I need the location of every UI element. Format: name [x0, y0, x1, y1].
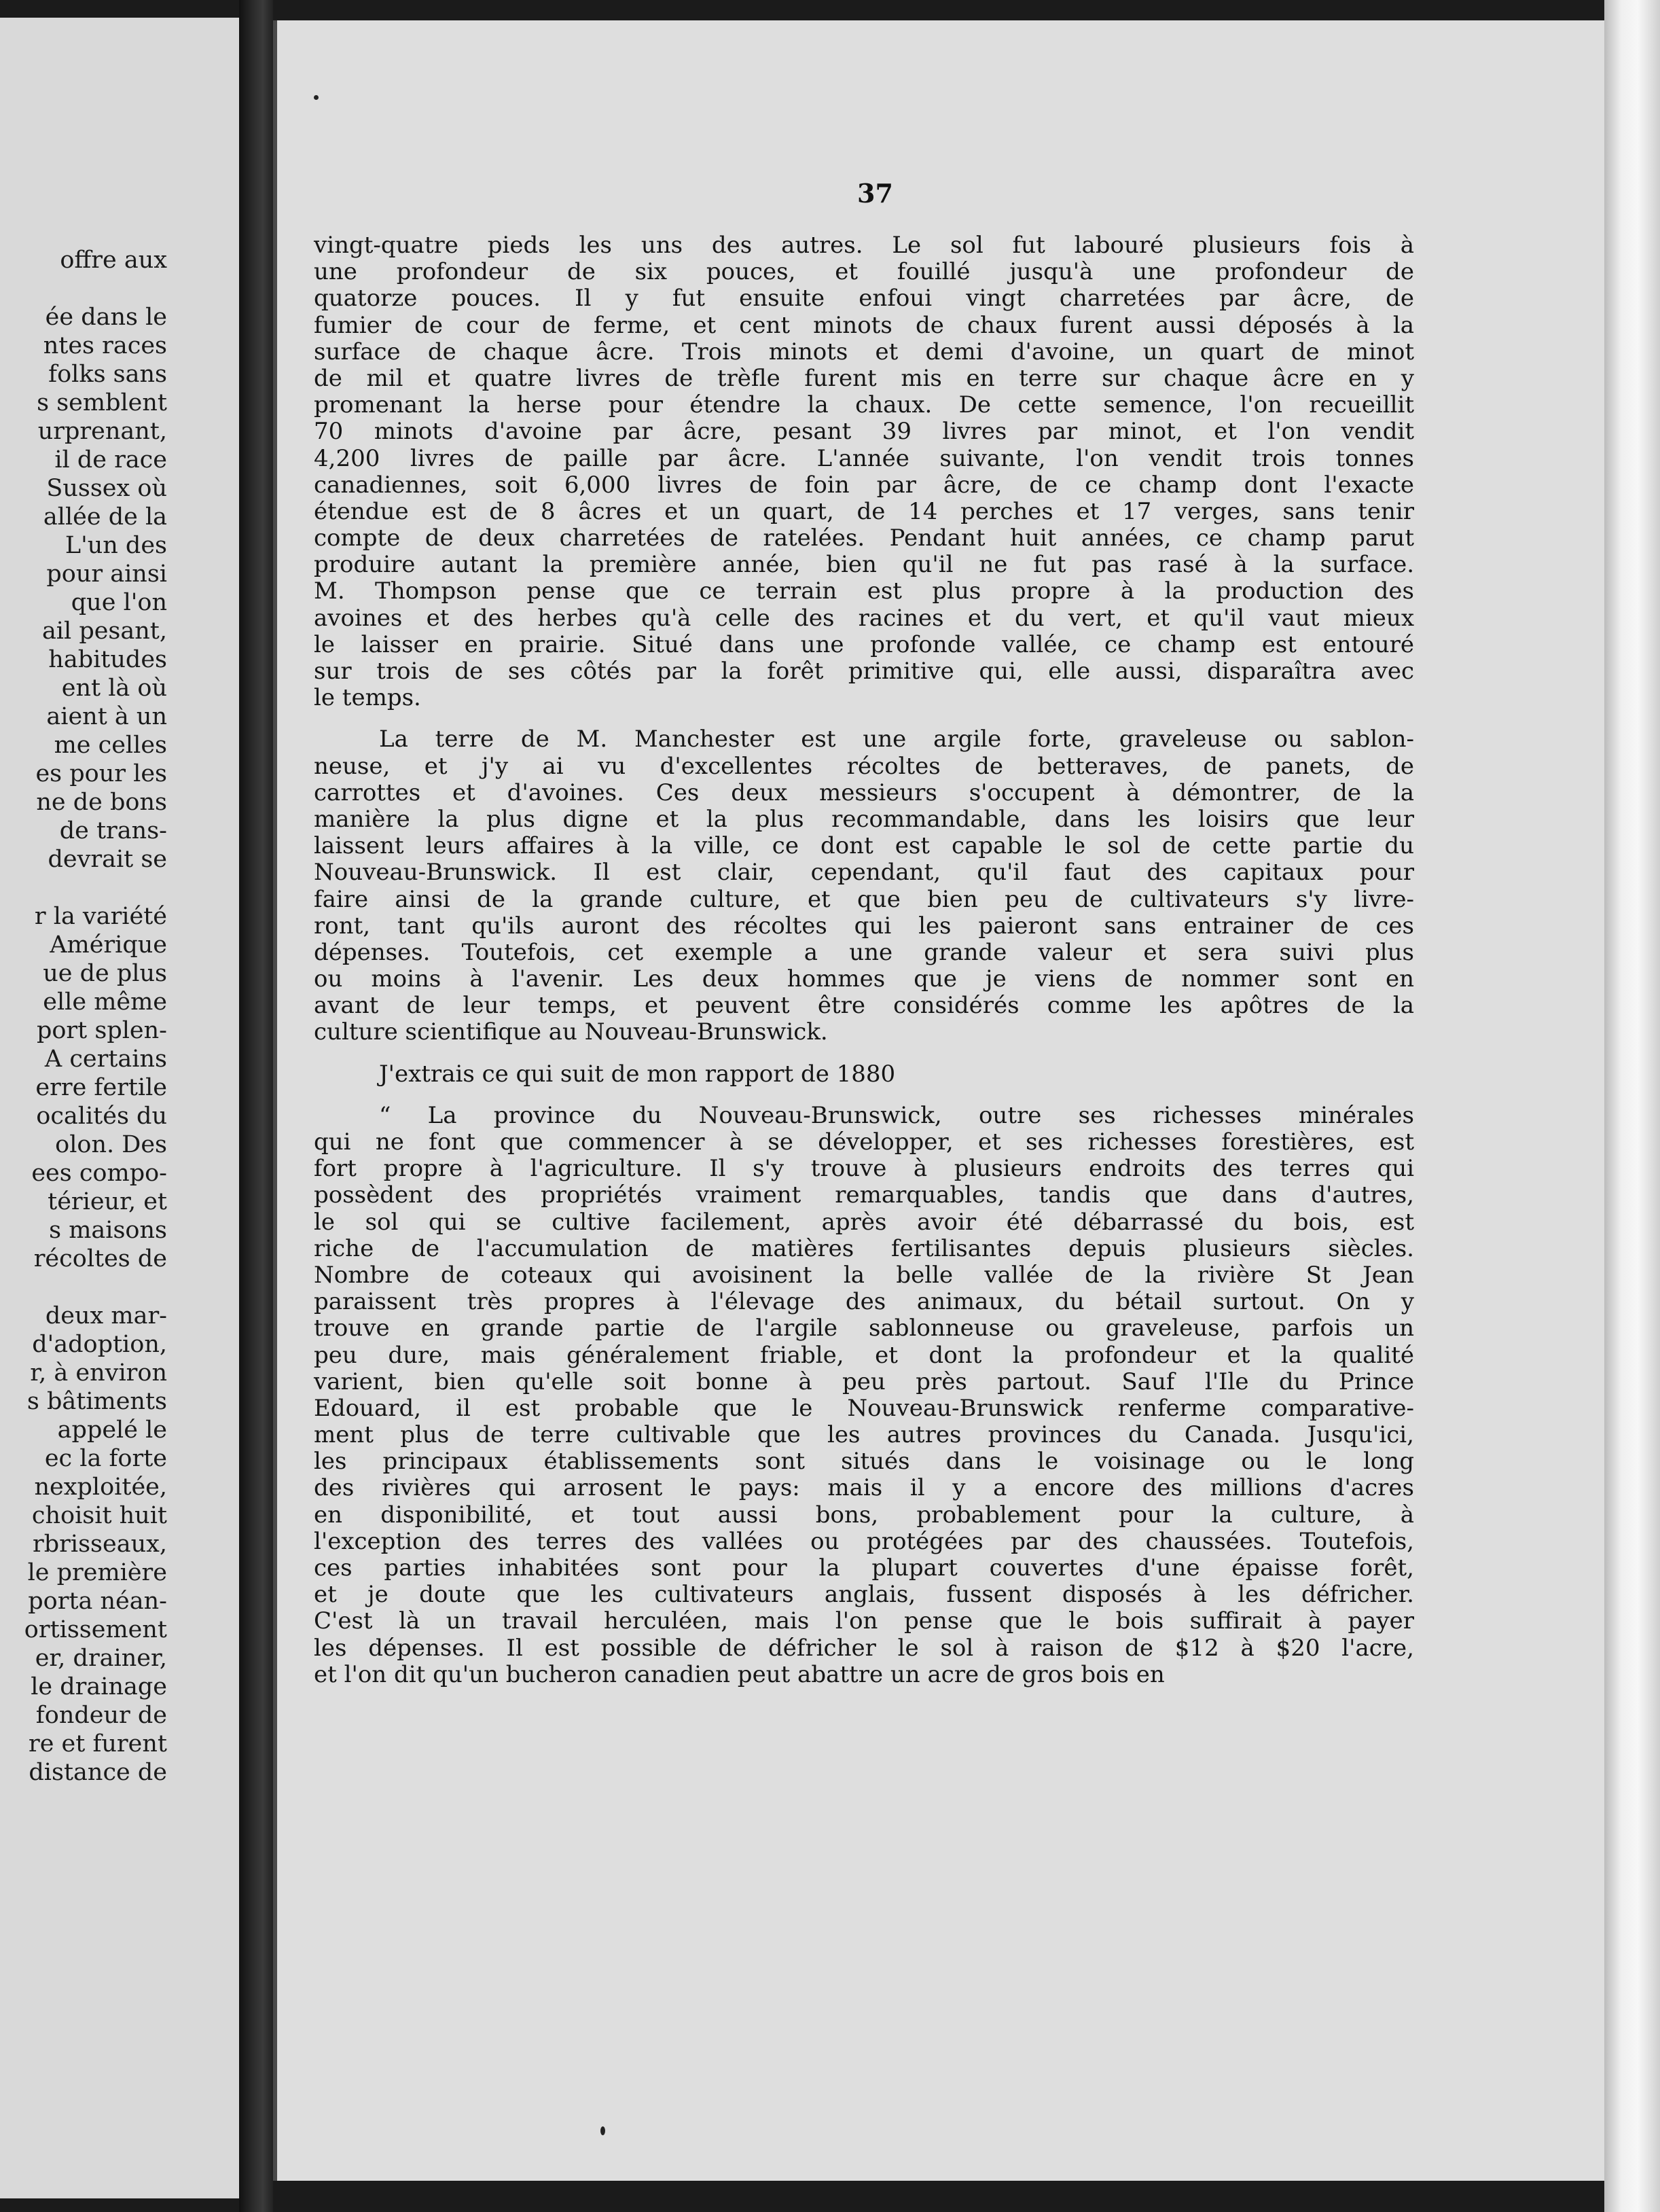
left-page-line: rbrisseaux,	[33, 1531, 167, 1558]
text-line: ment plus de terre cultivable que les autres provinces du Canada. Jusqu'ici,	[314, 1421, 1414, 1449]
left-page-line: offre aux	[60, 247, 167, 274]
text-line: fort propre à l'agriculture. Il s'y trouve à plusieurs endroits des terres qui	[314, 1155, 1414, 1183]
paragraph-gap	[314, 711, 1414, 726]
left-page-line: fondeur de	[35, 1702, 167, 1729]
left-page-line: devrait se	[48, 846, 167, 873]
paragraph	[314, 1103, 1414, 1688]
left-page-line: ocalités du	[36, 1103, 167, 1130]
text-line: les dépenses. Il est possible de défricher le sol à raison de $12 à $20 l'acre,	[314, 1634, 1414, 1662]
book-gutter	[239, 0, 273, 2212]
left-page-line: distance de	[29, 1759, 167, 1786]
left-page-line: r, à environ	[30, 1359, 167, 1387]
left-page-line: le première	[27, 1559, 167, 1586]
text-line: ront, tant qu'ils auront des récoltes qui les paieront sans entrainer de ces	[314, 912, 1414, 940]
text-line: Edouard, il est probable que le Nouveau-Brunswick renferme comparative-	[314, 1394, 1414, 1422]
text-line: et je doute que les cultivateurs anglais, fussent disposés à les défricher.	[314, 1581, 1414, 1609]
left-page-line: er, drainer,	[35, 1645, 167, 1672]
text-line: ou moins à l'avenir. Les deux hommes que je viens de nommer sont en	[314, 965, 1414, 993]
left-page-line: le drainage	[31, 1673, 167, 1700]
text-line: dépenses. Toutefois, cet exemple a une grande valeur et sera suivi plus	[314, 938, 1414, 966]
text-line: trouve en grande partie de l'argile sablonneuse ou graveleuse, parfois un	[314, 1315, 1414, 1342]
left-page-line	[4, 874, 167, 902]
text-line: compte de deux charretées de ratelées. Pendant huit années, ce champ parut	[314, 524, 1414, 552]
paragraph-gap	[314, 1046, 1414, 1061]
text-line: produire autant la première année, bien qu'il ne fut pas rasé à la surface.	[314, 551, 1414, 579]
left-page-line: ees compo-	[31, 1160, 167, 1187]
text-line: de mil et quatre livres de trèfle furent mis en terre sur chaque âcre en y	[314, 364, 1414, 392]
text-line: surface de chaque âcre. Trois minots et demi d'avoine, un quart de minot	[314, 338, 1414, 365]
text-line: culture scientifique au Nouveau-Brunswick.	[314, 1018, 828, 1046]
left-page-line: r la variété	[34, 903, 167, 930]
left-page-line: de trans-	[59, 817, 167, 844]
text-line: “ La province du Nouveau-Brunswick, outre ses richesses minérales	[379, 1101, 1414, 1129]
left-page-line: que l'on	[71, 589, 167, 616]
left-page-line: urprenant,	[37, 418, 167, 445]
left-page-line: elle même	[43, 988, 167, 1016]
text-line: 4,200 livres de paille par âcre. L'année suivante, l'on vendit trois tonnes	[314, 444, 1414, 472]
left-page-line: ail pesant,	[41, 618, 167, 645]
left-page-line: ortissement	[24, 1616, 167, 1643]
text-line: carrottes et d'avoines. Ces deux messieurs s'occupent à démontrer, de la	[314, 779, 1414, 806]
page-edge-shadow	[1604, 0, 1660, 2212]
ink-speck	[314, 95, 319, 100]
text-line: paraissent très propres à l'élevage des animaux, du bétail surtout. On y	[314, 1288, 1414, 1316]
text-line: canadiennes, soit 6,000 livres de foin par âcre, de ce champ dont l'exacte	[314, 471, 1414, 499]
text-line: riche de l'accumulation de matières fertilisantes depuis plusieurs siècles.	[314, 1234, 1414, 1262]
left-page-line: appelé le	[57, 1416, 167, 1444]
left-page-line: re et furent	[28, 1730, 167, 1758]
left-page-line: deux mar-	[45, 1302, 167, 1330]
left-page-line: nexploitée,	[34, 1474, 167, 1501]
text-line: 70 minots d'avoine par âcre, pesant 39 livres par minot, et l'on vendit	[314, 418, 1414, 446]
left-page-line: L'un des	[65, 532, 167, 559]
text-line: La terre de M. Manchester est une argile forte, graveleuse ou sablon-	[379, 726, 1414, 753]
paragraph	[314, 726, 1414, 1046]
left-page-line: olon. Des	[55, 1131, 167, 1158]
text-line: qui ne font que commencer à se développer, et ses richesses forestières, est	[314, 1128, 1414, 1156]
left-page-line: es pour les	[35, 760, 167, 787]
left-page-line: allée de la	[43, 503, 167, 531]
left-page-line	[4, 274, 167, 303]
left-page-line: ec la forte	[44, 1445, 167, 1472]
left-page-line: s bâtiments	[26, 1388, 167, 1415]
paragraph-gap	[314, 1088, 1414, 1103]
section-intro	[314, 1061, 1414, 1088]
left-page-line: térieur, et	[48, 1188, 167, 1215]
text-line: étendue est de 8 âcres et un quart, de 14 perches et 17 verges, sans tenir	[314, 497, 1414, 525]
left-page-line: erre fertile	[35, 1074, 167, 1101]
text-line: des rivières qui arrosent le pays: mais il y a encore des millions d'acres	[314, 1474, 1414, 1502]
left-page-line: ue de plus	[43, 960, 167, 987]
left-page-line: A certains	[44, 1046, 167, 1073]
text-line: et l'on dit qu'un bucheron canadien peut abattre un acre de gros bois en	[314, 1660, 1165, 1688]
text-line: varient, bien qu'elle soit bonne à peu près partout. Sauf l'Ile du Prince	[314, 1368, 1414, 1395]
text-line: promenant la herse pour étendre la chaux. De cette semence, l'on recueillit	[314, 391, 1414, 419]
text-line: possèdent des propriétés vraiment remarquables, tandis que dans d'autres,	[314, 1181, 1414, 1209]
left-page-line: Sussex où	[46, 475, 167, 502]
left-page-line: choisit huit	[31, 1502, 167, 1529]
text-line: J'extrais ce qui suit de mon rapport de 1880	[379, 1060, 896, 1088]
left-page-line: ne de bons	[36, 789, 167, 816]
text-line: le laisser en prairie. Situé dans une profonde vallée, ce champ est entouré	[314, 630, 1414, 658]
text-line: les principaux établissements sont situés dans le voisinage ou le long	[314, 1448, 1414, 1476]
text-line: fumier de cour de ferme, et cent minots de chaux furent aussi déposés à la	[314, 311, 1414, 339]
paragraph	[314, 232, 1414, 711]
text-line: quatorze pouces. Il y fut ensuite enfoui vingt charretées par âcre, de	[314, 285, 1414, 313]
text-line: neuse, et j'y ai vu d'excellentes récoltes de betteraves, de panets, de	[314, 752, 1414, 780]
left-page-line: s semblent	[37, 389, 167, 416]
text-line: une profondeur de six pouces, et fouillé jusqu'à une profondeur de	[314, 258, 1414, 286]
left-page-line: s maisons	[49, 1217, 167, 1244]
text-line: avoines et des herbes qu'à celle des racines et du vert, et qu'il vaut mieux	[314, 604, 1414, 632]
text-line: C'est là un travail herculéen, mais l'on pense que le bois suffirait à payer	[314, 1607, 1414, 1635]
left-page-line: folks sans	[48, 361, 167, 388]
left-page-line: récoltes de	[33, 1245, 167, 1272]
text-line: sur trois de ses côtés par la forêt primitive qui, elle aussi, disparaîtra avec	[314, 658, 1414, 685]
left-page-line: port splen-	[36, 1017, 167, 1044]
text-line: en disponibilité, et tout aussi bons, probablement pour la culture, à	[314, 1501, 1414, 1529]
text-line: avant de leur temps, et peuvent être considérés comme les apôtres de la	[314, 992, 1414, 1020]
left-page-line: porta néan-	[28, 1588, 167, 1615]
text-line: manière la plus digne et la plus recommandable, dans les loisirs que leur	[314, 805, 1414, 833]
left-page-line: ent là où	[61, 675, 167, 702]
text-line: M. Thompson pense que ce terrain est plus propre à la production des	[314, 577, 1414, 605]
page-number: 37	[857, 178, 893, 209]
left-page-line: ée dans le	[45, 304, 167, 331]
left-page-line: ntes races	[43, 332, 167, 359]
left-page-fragment	[0, 18, 239, 2198]
text-line: l'exception des terres des vallées ou protégées par des chaussées. Toutefois,	[314, 1527, 1414, 1555]
left-page-line: Amérique	[50, 931, 167, 959]
text-line: le sol qui se cultive facilement, après avoir été débarrassé du bois, est	[314, 1208, 1414, 1236]
left-page-line: d'adoption,	[32, 1331, 167, 1358]
left-page-line: me celles	[54, 732, 167, 759]
left-page-line: pour ainsi	[46, 560, 167, 588]
left-page-line: il de race	[54, 446, 167, 474]
left-page-line: aient à un	[46, 703, 167, 730]
text-line: ces parties inhabitées sont pour la plupart couvertes d'une épaisse forêt,	[314, 1554, 1414, 1582]
text-line: le temps.	[314, 684, 421, 712]
left-page-text-column	[4, 246, 167, 1787]
text-line: laissent leurs affaires à la ville, ce dont est capable le sol de cette partie du	[314, 832, 1414, 860]
left-page-line: habitudes	[48, 646, 167, 673]
text-line: vingt-quatre pieds les uns des autres. Le sol fut labouré plusieurs fois à	[314, 232, 1414, 259]
body-text	[314, 232, 1414, 1688]
text-line: Nouveau-Brunswick. Il est clair, cependant, qu'il faut des capitaux pour	[314, 859, 1414, 887]
text-line: peu dure, mais généralement friable, et dont la profondeur et la qualité	[314, 1341, 1414, 1369]
left-page-line	[4, 1273, 167, 1302]
ink-speck	[600, 2126, 605, 2135]
text-line: faire ainsi de la grande culture, et que bien peu de cultivateurs s'y livre-	[314, 885, 1414, 913]
text-line: Nombre de coteaux qui avoisinent la belle vallée de la rivière St Jean	[314, 1261, 1414, 1289]
